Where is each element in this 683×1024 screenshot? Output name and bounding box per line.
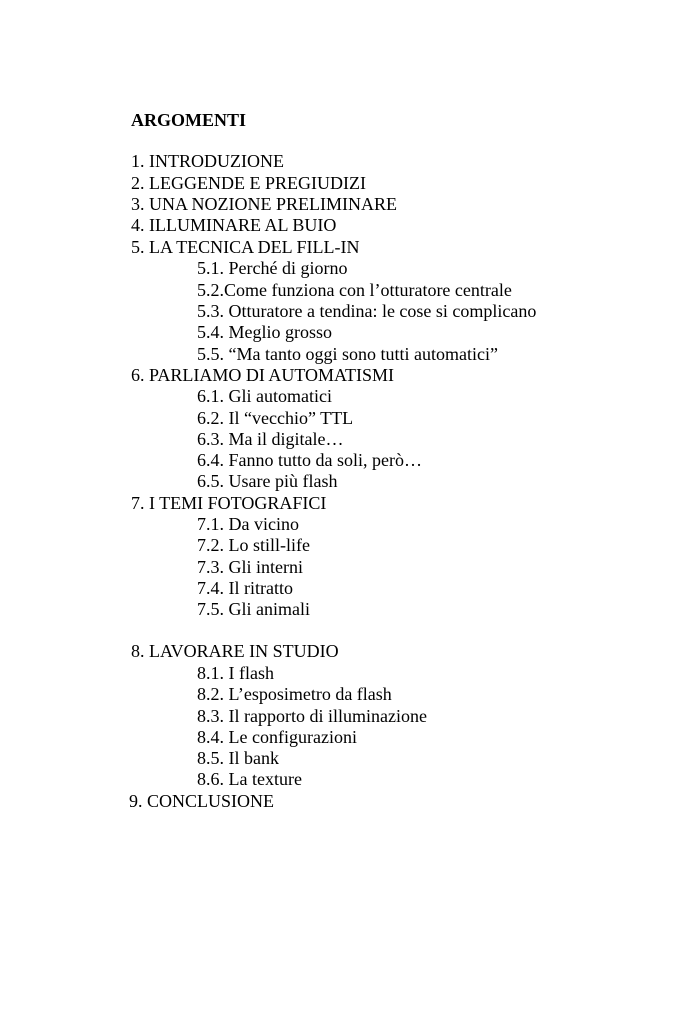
- toc-item-1: 1. INTRODUZIONE: [131, 151, 284, 171]
- toc-subitem-5-1: 5.1. Perché di giorno: [197, 258, 348, 278]
- toc-subitem-8-4: 8.4. Le configurazioni: [197, 727, 357, 747]
- toc-item-5: 5. LA TECNICA DEL FILL-IN: [131, 237, 360, 257]
- toc-subitem-6-5: 6.5. Usare più flash: [197, 471, 338, 491]
- toc-subitem-8-5: 8.5. Il bank: [197, 748, 279, 768]
- toc-subitem-5-3: 5.3. Otturatore a tendina: le cose si complicano: [197, 301, 537, 321]
- toc-subitem-7-4: 7.4. Il ritratto: [197, 578, 293, 598]
- toc-subitem-5-5: 5.5. “Ma tanto oggi sono tutti automatici”: [197, 344, 498, 364]
- toc-item-2: 2. LEGGENDE E PREGIUDIZI: [131, 173, 366, 193]
- toc-heading: ARGOMENTI: [131, 110, 247, 130]
- toc-item-9: 9. CONCLUSIONE: [129, 791, 275, 811]
- toc-subitem-6-2: 6.2. Il “vecchio” TTL: [197, 408, 354, 428]
- toc-subitem-7-1: 7.1. Da vicino: [197, 514, 299, 534]
- toc-subitem-8-3: 8.3. Il rapporto di illuminazione: [197, 706, 427, 726]
- toc-subitem-6-4: 6.4. Fanno tutto da soli, però…: [197, 450, 422, 470]
- toc-subitem-8-2: 8.2. L’esposimetro da flash: [197, 684, 392, 704]
- toc-subitem-6-3: 6.3. Ma il digitale…: [197, 429, 344, 449]
- toc-item-8: 8. LAVORARE IN STUDIO: [131, 641, 339, 661]
- toc-item-4: 4. ILLUMINARE AL BUIO: [131, 215, 337, 235]
- toc-subitem-5-2: 5.2.Come funziona con l’otturatore centrale: [197, 280, 512, 300]
- toc-subitem-7-5: 7.5. Gli animali: [197, 599, 310, 619]
- toc-item-6: 6. PARLIAMO DI AUTOMATISMI: [131, 365, 395, 385]
- toc-subitem-6-1: 6.1. Gli automatici: [197, 386, 332, 406]
- toc-subitem-8-1: 8.1. I flash: [197, 663, 274, 683]
- toc-subitem-7-3: 7.3. Gli interni: [197, 557, 303, 577]
- toc-subitem-8-6: 8.6. La texture: [197, 769, 302, 789]
- toc-subitem-7-2: 7.2. Lo still-life: [197, 535, 310, 555]
- toc-item-3: 3. UNA NOZIONE PRELIMINARE: [131, 194, 397, 214]
- toc-subitem-5-4: 5.4. Meglio grosso: [197, 322, 332, 342]
- toc-item-7: 7. I TEMI FOTOGRAFICI: [131, 493, 327, 513]
